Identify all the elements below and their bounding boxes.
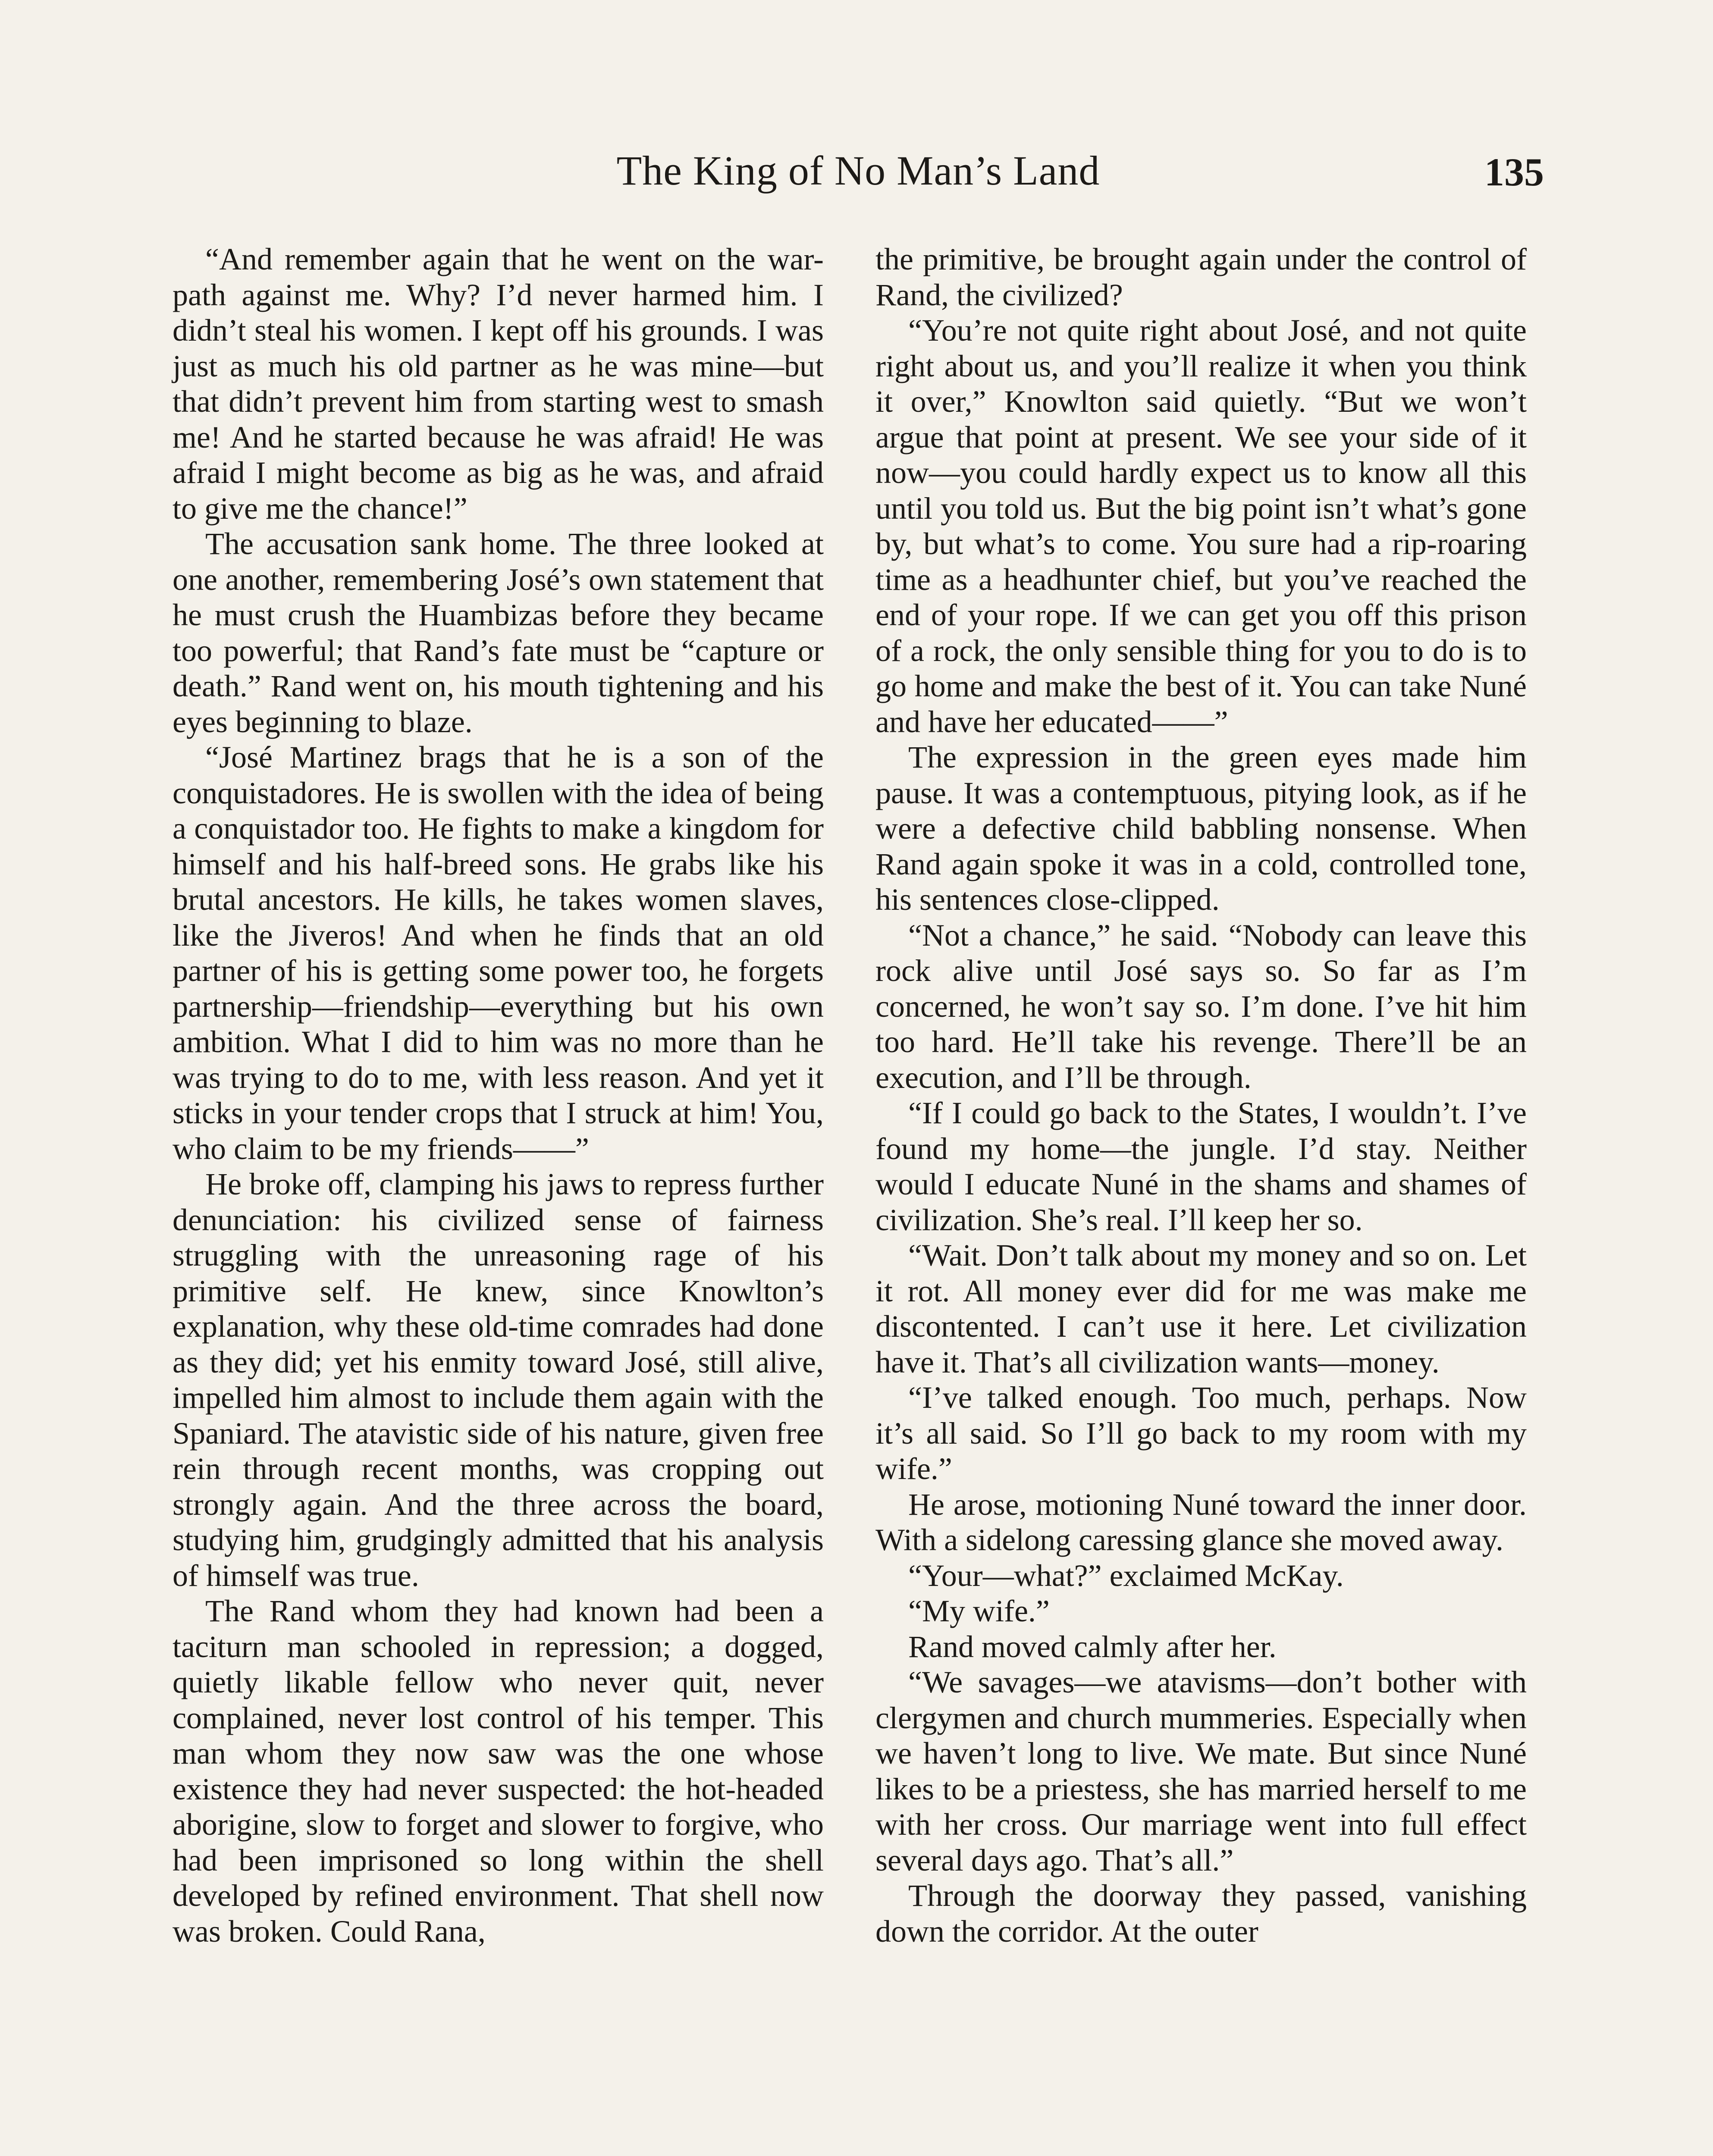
running-title: The King of No Man’s Land — [616, 147, 1100, 194]
paragraph: The expression in the green eyes made him pause. It was a contemptuous, pitying look, as if he were a defective child babbling nonsense. When Rand again spoke it was in a cold, controlled tone, his sentences close-clipped. — [875, 740, 1527, 917]
paragraph: “And remember again that he went on the war-path against me. Why? I’d never harmed him. I didn’t steal his women. I kept off his grounds. I was just as much his old partner as he was mine—but that didn’t prevent him from starting west to smash me! And he started because he was afraid! He was afraid I might become as big as he was, and afraid to give me the chance!” — [173, 242, 824, 526]
paragraph: He broke off, clamping his jaws to repress further denunciation: his civilized sense of fairness struggling with the unreasoning rage of his primitive self. He knew, since Knowlton’s explanation, why these old-time comrades had done as they did; yet his enmity toward José, still alive, impelled him almost to include them again with the Spaniard. The atavistic side of his nature, given free rein through recent months, was cropping out strongly again. And the three across the board, studying him, grudgingly admitted that his analysis of himself was true. — [173, 1167, 824, 1593]
left-text-column — [173, 241, 824, 1949]
paragraph: “Wait. Don’t talk about my money and so on. Let it rot. All money ever did for me was make me discontented. I can’t use it here. Let civilization have it. That’s all civilization wants—money. — [875, 1238, 1527, 1379]
paragraph: Through the doorway they passed, vanishing down the corridor. At the outer — [875, 1878, 1527, 1949]
page-number: 135 — [1484, 150, 1544, 194]
paragraph: The accusation sank home. The three looked at one another, remembering José’s own statement that he must crush the Huambizas before they became too powerful; that Rand’s fate must be “capture or death.” Rand went on, his mouth tightening and his eyes beginning to blaze. — [173, 526, 824, 739]
paragraph: “My wife.” — [908, 1594, 1050, 1628]
page-header — [173, 147, 1544, 207]
paragraph: He arose, motioning Nuné toward the inner door. With a sidelong caressing glance she moved away. — [875, 1487, 1527, 1557]
paragraph: “You’re not quite right about José, and not quite right about us, and you’ll realize it when you think it over,” Knowlton said quietly. “But we won’t argue that point at present. We see your side of it now—you could hardly expect us to know all this until you told us. But the big point isn’t what’s gone by, but what’s to come. You sure had a rip-roaring time as a headhunter chief, but you’ve reached the end of your rope. If we can get you off this prison of a rock, the only sensible thing for you to do is to go home and make the best of it. You can take Nuné and have her educated——” — [875, 313, 1527, 739]
paragraph: the primitive, be brought again under the control of Rand, the civilized? — [875, 242, 1527, 312]
paragraph: “José Martinez brags that he is a son of the conquistadores. He is swollen with the idea of being a conquistador too. He fights to make a kingdom for himself and his half-breed sons. He grabs like his brutal ancestors. He kills, he takes women slaves, like the Jiveros! And when he finds that an old partner of his is getting some power too, he forgets partnership—friendship—everything but his own ambition. What I did to him was no more than he was trying to do to me, with less reason. And yet it sticks in your tender crops that I struck at him! You, who claim to be my friends——” — [173, 740, 824, 1166]
paragraph: “We savages—we atavisms—don’t bother with clergymen and church mummeries. Especially when we haven’t long to live. We mate. But since Nuné likes to be a priestess, she has married herself to me with her cross. Our marriage went into full effect several days ago. That’s all.” — [875, 1665, 1527, 1877]
paragraph: “I’ve talked enough. Too much, perhaps. Now it’s all said. So I’ll go back to my room with my wife.” — [875, 1380, 1527, 1486]
paragraph: The Rand whom they had known had been a taciturn man schooled in repression; a dogged, quietly likable fellow who never quit, never complained, never lost control of his temper. This man whom they now saw was the one whose existence they had never suspected: the hot-headed aborigine, slow to forget and slower to forgive, who had been imprisoned so long within the shell developed by refined environment. That shell now was broken. Could Rana, — [173, 1594, 824, 1949]
paragraph: “Not a chance,” he said. “Nobody can leave this rock alive until José says so. So far as I’m concerned, he won’t say so. I’m done. I’ve hit him too hard. He’ll take his revenge. There’ll be an execution, and I’ll be through. — [875, 918, 1527, 1095]
paragraph: Rand moved calmly after her. — [908, 1629, 1277, 1664]
right-text-column — [875, 241, 1527, 1949]
paragraph: “If I could go back to the States, I wouldn’t. I’ve found my home—the jungle. I’d stay. Neither would I educate Nuné in the shams and shames of civilization. She’s real. I’ll keep her so. — [875, 1096, 1527, 1237]
paragraph: “Your—what?” exclaimed McKay. — [908, 1558, 1344, 1593]
